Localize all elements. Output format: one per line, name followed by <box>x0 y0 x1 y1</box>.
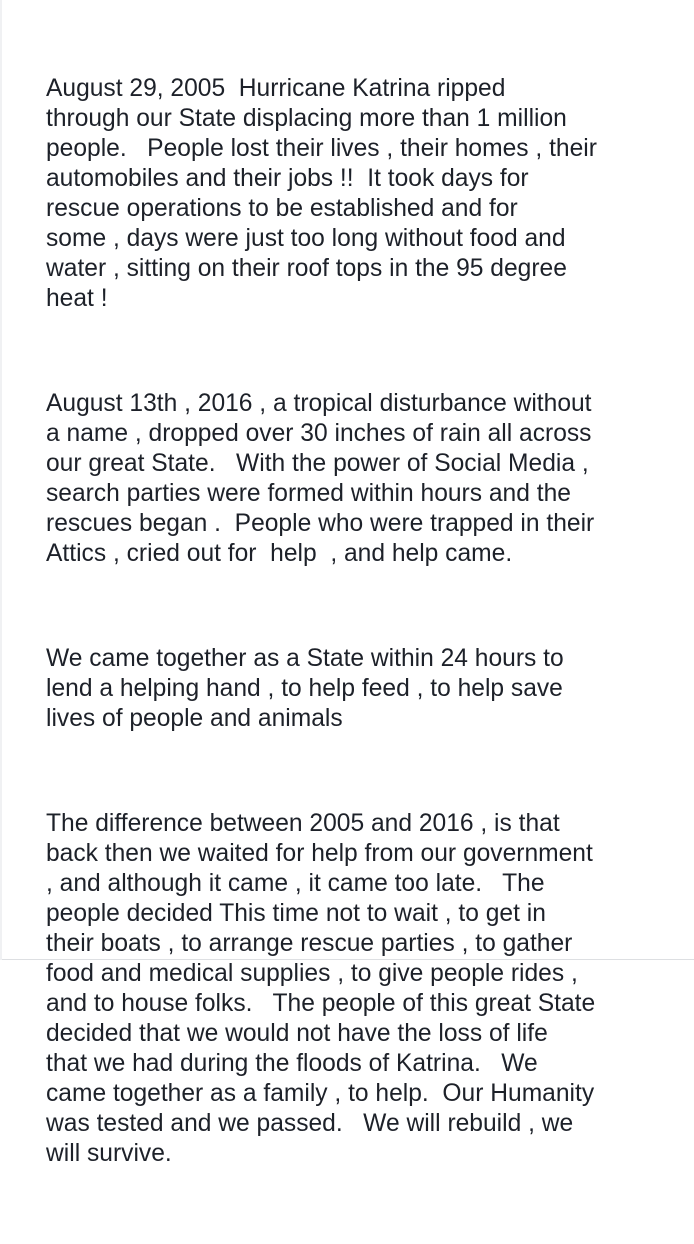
paragraph-katrina: August 29, 2005 Hurricane Katrina ripped through our State displacing more than 1 million people. People lost their lives , their homes , their automobiles and their jobs !! It took days for rescue operations to be established and for some , days were just too long without food and water , sitting on their roof tops in the 95 degree heat ! <box>46 75 597 312</box>
paragraph-together: We came together as a State within 24 hours to lend a helping hand , to help feed , to help save lives of people and animals <box>46 645 564 732</box>
card-edge <box>0 0 2 960</box>
post-body <box>46 14 686 1244</box>
paragraph-difference: The difference between 2005 and 2016 , is that back then we waited for help from our government , and although it came , it came too late. The people decided This time not to wait , to get in their boats , to arrange rescue parties , to gather food and medical supplies , to give people rides , and to house folks. The people of this great State decided that we would not have the loss of life that we had during the floods of Katrina. We came together as a family , to help. Our Humanity was tested and we passed. We will rebuild , we will survive. <box>46 810 596 1167</box>
paragraph-2016-flood: August 13th , 2016 , a tropical disturbance without a name , dropped over 30 inches of rain all across our great State. With the power of Social Media , search parties were formed within hours and the rescues began . People who were trapped in their Attics , cried out for help , and help came. <box>46 390 595 567</box>
